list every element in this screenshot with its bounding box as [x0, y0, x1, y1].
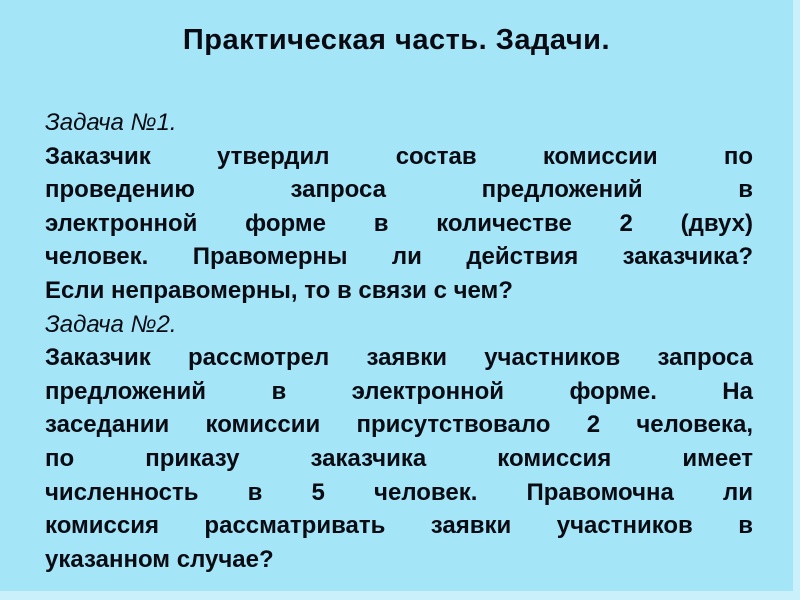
task1-line-2: проведению запроса предложений в — [45, 176, 753, 204]
task2-line-2: предложений в электронной форме. На — [45, 377, 753, 405]
task1-label: Задача №1. — [45, 109, 177, 136]
task1-line-1: Заказчик утвердил состав комиссии по — [45, 142, 753, 170]
task2-line-6: комиссия рассматривать заявки участников в — [45, 512, 753, 540]
slide-title: Практическая часть. Задачи. — [182, 24, 611, 56]
task2-line-7: указанном случае? — [45, 545, 274, 573]
task1-line-4: человек. Правомерны ли действия заказчика? — [45, 243, 753, 271]
task2-label: Задача №2. — [45, 310, 177, 338]
task1-line-3: электронной форме в количестве 2 (двух) — [45, 209, 753, 237]
task2-line-1: Заказчик рассмотрел заявки участников запроса — [45, 344, 753, 372]
task1-line-5: Если неправомерны, то в связи с чем? — [45, 276, 513, 304]
slide-body — [45, 106, 753, 576]
task2-line-4: по приказу заказчика комиссия имеет — [45, 444, 753, 472]
task2-line-3: заседании комиссии присутствовало 2 человека, — [45, 411, 753, 439]
task2-line-5: численность в 5 человек. Правомочна ли — [45, 478, 753, 506]
